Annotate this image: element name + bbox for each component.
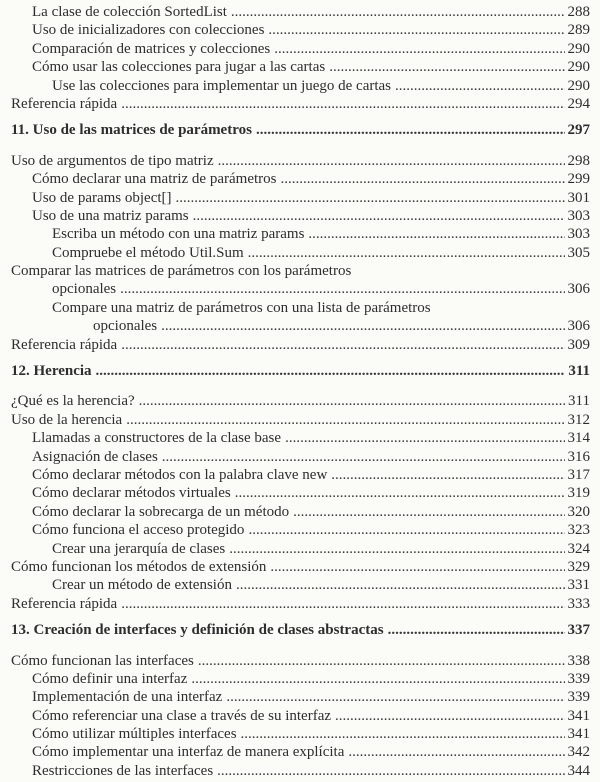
toc-entry-label: Uso de inicializadores con colecciones [32,22,265,39]
dot-leader [270,558,564,576]
dot-leader [388,621,565,639]
toc-entry-row [0,762,590,780]
toc-entry-label: Referencia rápida [11,595,118,612]
dot-leader [395,77,564,95]
toc-chapter-row [0,121,590,139]
toc-entry-page: 289 [567,22,590,39]
dot-leader [218,152,565,170]
toc-entry-label: Compare una matriz de parámetros con una lista de parámetros [52,299,431,316]
toc-entry-label: Uso de una matriz params [32,207,189,224]
toc-entry-label: Cómo utilizar múltiples interfaces [32,726,237,743]
dot-leader [176,189,565,207]
toc-entry-label: Uso de params object[] [32,189,172,206]
toc-entry-page: 303 [567,207,590,224]
toc-entry-row [0,244,590,262]
toc-entry-label: Uso de la herencia [11,411,123,428]
toc-entry-page: 337 [567,622,590,639]
dot-leader [248,244,565,262]
dot-leader [293,503,564,521]
toc-entry-row [0,95,590,113]
dot-leader [229,540,564,558]
toc-entry-page: 288 [567,4,590,20]
toc-entry-label: Cómo implementar una interfaz de manera explícita [32,744,345,761]
toc-entry-label: Cómo declarar la sobrecarga de un método [32,503,290,520]
toc-entry-label: 12. Herencia [11,363,92,380]
dot-leader [348,743,564,761]
toc-entry-page: 339 [567,689,590,706]
toc-entry-label: Referencia rápida [11,336,118,353]
dot-leader [248,521,564,539]
dot-leader [217,762,564,780]
toc-entry-label: Implementación de una interfaz [32,689,223,706]
toc-entry-label: Escriba un método con una matriz params [52,226,305,243]
toc-entry-row [0,262,590,280]
toc-entry-row [0,21,590,39]
dot-leader [331,466,564,484]
toc-entry-page: 320 [567,503,590,520]
toc-entry-label: Compruebe el método Util.Sum [52,244,244,261]
dot-leader [308,225,564,243]
dot-leader [126,411,564,429]
toc-entry-page: 297 [567,122,590,139]
toc-entry-label: opcionales [52,281,117,298]
toc-entry-page: 312 [567,411,590,428]
toc-entry-row [0,170,590,188]
toc-entry-page: 290 [567,59,590,76]
toc-entry-row [0,392,590,410]
toc-entry-row [0,280,590,298]
toc-entry-label: Crear una jerarquía de clases [52,540,226,557]
toc-entry-label: La clase de colección SortedList [32,4,227,20]
dot-leader [241,725,565,743]
dot-leader [231,3,565,21]
toc-entry-row [0,466,590,484]
toc-entry-page: 305 [567,244,590,261]
toc-entry-page: 301 [567,189,590,206]
toc-entry-label: Cómo referenciar una clase a través de su interfaz [32,707,332,724]
dot-leader [121,95,564,113]
dot-leader [139,392,565,410]
toc-entry-page: 323 [567,522,590,539]
toc-entry-page: 316 [567,448,590,465]
toc-entry-page: 341 [567,726,590,743]
toc-entry-label: Cómo usar las colecciones para jugar a las cartas [32,59,326,76]
toc-entry-page: 344 [567,762,590,779]
toc-entry-row [0,558,590,576]
toc-entry-row [0,58,590,76]
toc-entry-page: 303 [567,226,590,243]
toc-entry-page: 306 [567,318,590,335]
toc-entry-label: 13. Creación de interfaces y definición de clases abstractas [11,622,384,639]
toc-entry-label: 11. Uso de las matrices de parámetros [11,122,252,139]
toc-entry-label: opcionales [93,318,158,335]
dot-leader [193,207,565,225]
toc-entry-label: Comparación de matrices y colecciones [32,40,271,57]
toc-entry-label: Cómo declarar una matriz de parámetros [32,171,277,188]
toc-entry-page: 311 [568,363,590,380]
toc-entry-page: 298 [567,152,590,169]
toc-entry-row [0,40,590,58]
toc-chapter-row [0,621,590,639]
dot-leader [161,317,564,335]
toc-entry-row [0,189,590,207]
toc-entry-row [0,411,590,429]
dot-leader [198,652,565,670]
toc-entry-row [0,336,590,354]
dot-leader [329,58,564,76]
toc-entry-page: 324 [567,540,590,557]
dot-leader [162,448,565,466]
dot-leader [236,576,565,594]
dot-leader [268,21,564,39]
toc-entry-page: 331 [567,577,590,594]
toc-entry-page: 333 [567,595,590,612]
toc-entry-label: Restricciones de las interfaces [32,762,214,779]
toc-entry-label: Cómo definir una interfaz [32,670,188,687]
toc-entry-row [0,688,590,706]
toc-entry-label: Comparar las matrices de parámetros con los parámetros [11,263,352,280]
toc-entry-page: 317 [567,466,590,483]
toc-entry-label: Uso de argumentos de tipo matriz [11,152,214,169]
dot-leader [120,280,564,298]
toc-entry-page: 306 [567,281,590,298]
toc-entry-row [0,670,590,688]
toc-entry-page: 311 [568,393,590,410]
toc-entry-row [0,595,590,613]
toc-entry-label: Asignación de clases [32,448,158,465]
toc-entry-label: Cómo funcionan las interfaces [11,652,194,669]
toc-entry-row [0,77,590,95]
dot-leader [235,484,565,502]
toc-entry-label: Referencia rápida [11,95,118,112]
toc-entry-page: 339 [567,670,590,687]
toc-entry-row [0,743,590,761]
toc-entry-row [0,299,590,317]
toc-entry-label: Crear un método de extensión [52,577,232,594]
dot-leader [335,707,564,725]
toc-entry-row [0,3,590,21]
dot-leader [274,40,564,58]
toc-entry-row [0,225,590,243]
toc-list [0,3,590,780]
toc-entry-label: Use las colecciones para implementar un juego de cartas [52,77,392,94]
toc-entry-page: 341 [567,707,590,724]
toc-entry-page: 338 [567,652,590,669]
dot-leader [285,429,564,447]
toc-entry-row [0,207,590,225]
toc-entry-page: 290 [567,40,590,57]
toc-entry-page: 329 [567,558,590,575]
toc-entry-row [0,576,590,594]
dot-leader [191,670,564,688]
toc-entry-row [0,540,590,558]
toc-entry-row [0,503,590,521]
toc-entry-label: Llamadas a constructores de la clase base [32,430,282,447]
dot-leader [280,170,564,188]
toc-entry-page: 290 [567,77,590,94]
toc-chapter-row [0,362,590,380]
toc-entry-row [0,152,590,170]
toc-entry-row [0,652,590,670]
toc-entry-row [0,484,590,502]
toc-entry-row [0,448,590,466]
toc-entry-page: 314 [567,430,590,447]
toc-entry-label: Cómo funciona el acceso protegido [32,522,245,539]
toc-entry-page: 319 [567,485,590,502]
toc-entry-label: Cómo declarar métodos virtuales [32,485,231,502]
toc-entry-row [0,707,590,725]
toc-entry-row [0,429,590,447]
toc-entry-page: 342 [567,744,590,761]
toc-entry-label: Cómo funcionan los métodos de extensión [11,558,267,575]
dot-leader [256,121,565,139]
toc-entry-page: 299 [567,171,590,188]
toc-entry-page: 294 [567,95,590,112]
toc-entry-row [0,521,590,539]
toc-entry-page: 309 [567,336,590,353]
toc-entry-row [0,317,590,335]
toc-entry-label: Cómo declarar métodos con la palabra clave new [32,466,328,483]
toc-entry-label: ¿Qué es la herencia? [11,393,135,410]
dot-leader [121,595,564,613]
toc-entry-row [0,725,590,743]
dot-leader [96,362,566,380]
dot-leader [121,336,564,354]
dot-leader [226,688,564,706]
